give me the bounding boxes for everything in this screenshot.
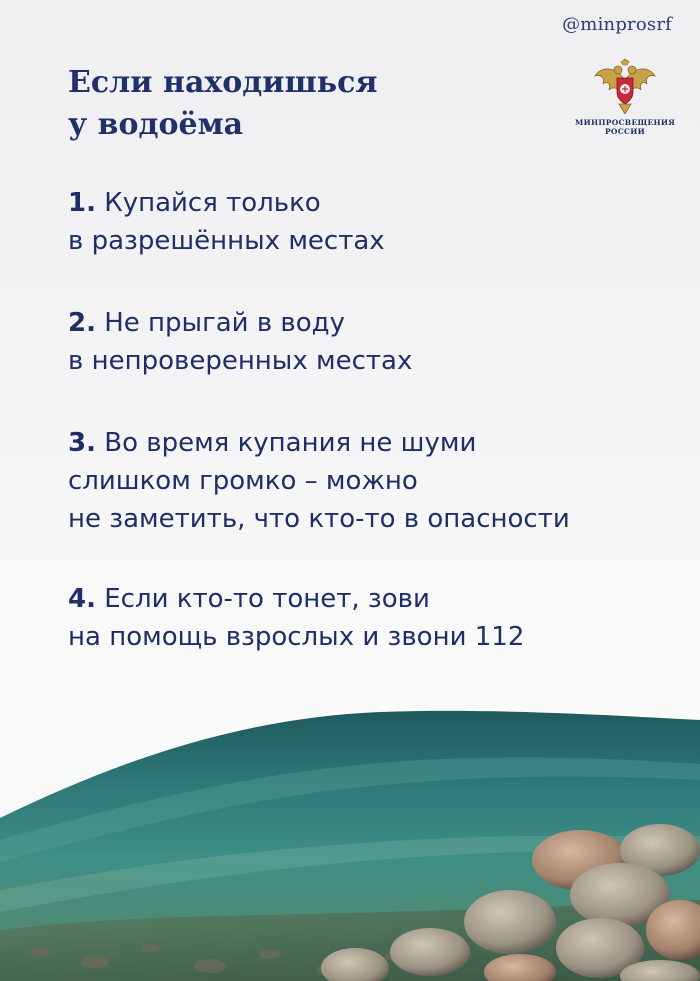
title-line-2: у водоёма [68,107,244,142]
rule-number: 1. [68,188,96,218]
eagle-emblem-icon [593,58,657,118]
rule-text: Купайся только [104,188,321,218]
title-line-1: Если находишься [68,65,378,100]
rule-text: Во время купания не шуми [104,428,477,458]
rule-text: не заметить, что кто-то в опасности [68,504,570,534]
rule-item-3 [68,424,668,538]
rule-text: в разрешённых местах [68,226,385,256]
rule-item-2 [68,304,668,380]
rule-number: 2. [68,308,96,338]
rule-text: слишком громко – можно [68,466,418,496]
social-handle: @minprosrf [562,14,672,35]
rule-text: в непроверенных местах [68,346,413,376]
logo-caption-line-2: РОССИИ [604,127,646,136]
rule-item-4 [68,580,668,656]
rule-number: 3. [68,428,96,458]
rule-number: 4. [68,584,96,614]
logo-caption-line-1: МИНПРОСВЕЩЕНИЯ [575,118,676,127]
rule-text: Не прыгай в воду [104,308,346,338]
page-title [68,62,378,146]
rule-item-1 [68,184,668,260]
lake-with-stones-image [0,690,700,981]
rule-text: на помощь взрослых и звони 112 [68,622,525,652]
safety-rules-list [68,184,668,700]
rule-text: Если кто-то тонет, зови [104,584,430,614]
ministry-logo [575,58,675,148]
